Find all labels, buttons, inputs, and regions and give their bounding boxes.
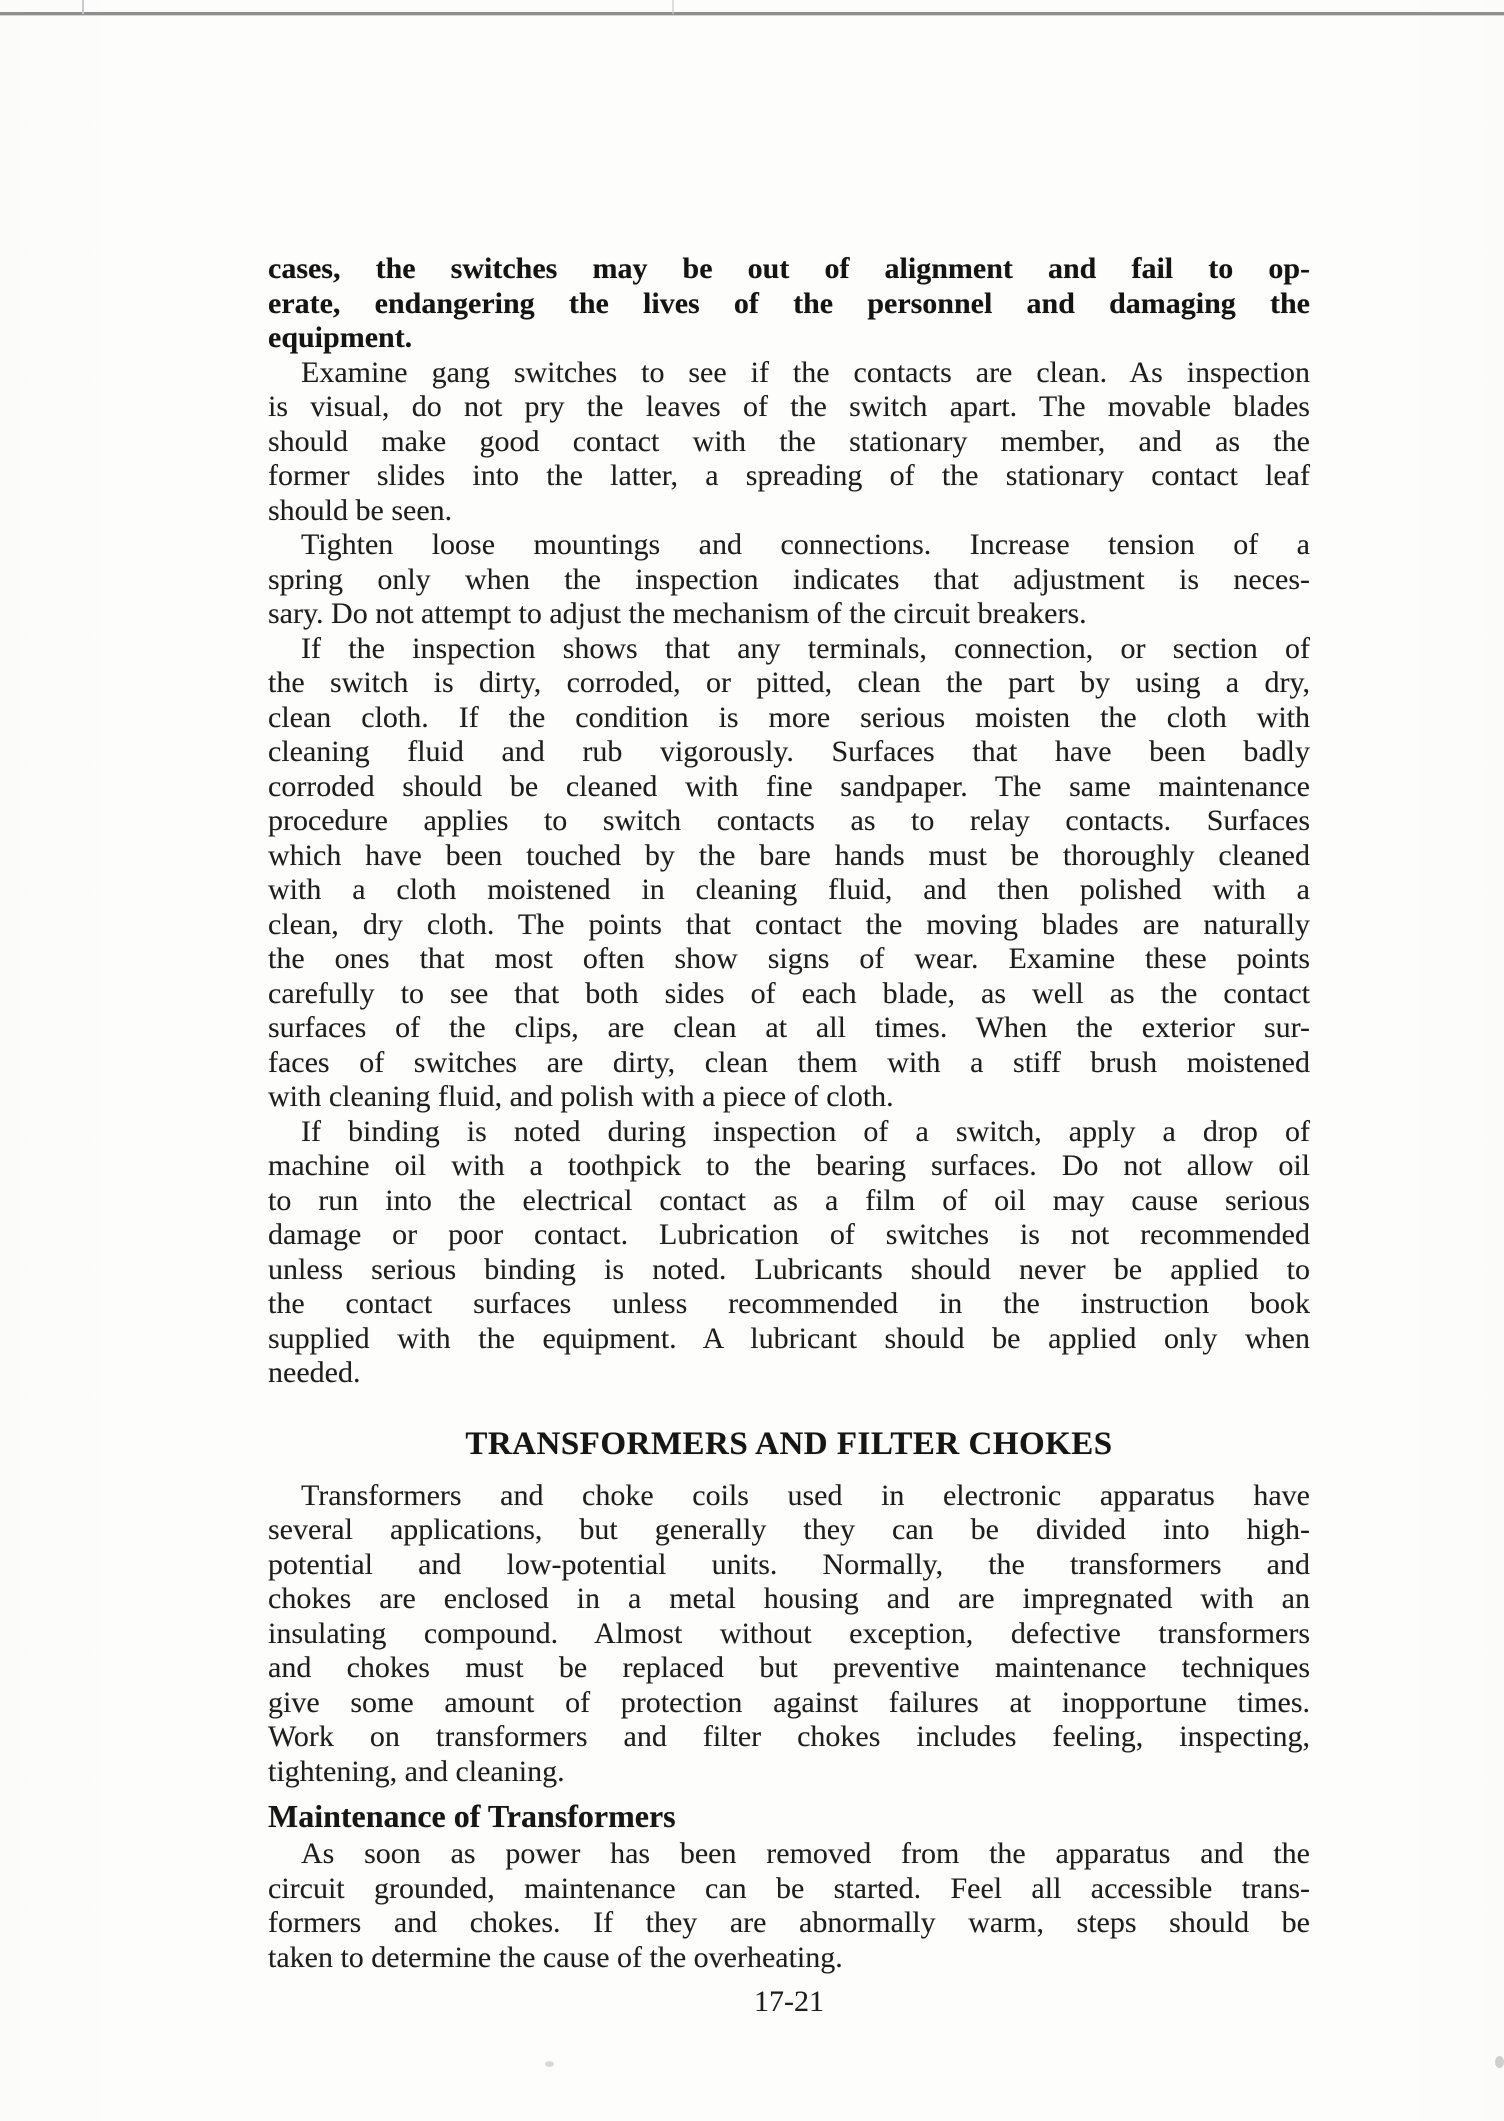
page-text-block (268, 252, 1310, 1975)
text-line: should be seen. (268, 493, 453, 527)
paragraph (268, 252, 1310, 356)
subsection-heading: Maintenance of Transformers (268, 1798, 676, 1834)
text-line: surfaces of the clips, are clean at all times. When the exterior sur- (268, 1011, 1310, 1044)
scan-speck (1495, 2056, 1504, 2068)
paragraph (268, 1115, 1310, 1391)
text-line: carefully to see that both sides of each blade, as well as the contact (268, 976, 1310, 1010)
text-line: spring only when the inspection indicates that adjustment is neces- (268, 562, 1310, 596)
text-line: give some amount of protection against failures at inopportune times. (268, 1685, 1310, 1719)
text-line: taken to determine the cause of the overheating. (268, 1940, 843, 1974)
text-line: to run into the electrical contact as a film of oil may cause serious (268, 1183, 1310, 1217)
text-line: Work on transformers and filter chokes includes feeling, inspecting, (268, 1720, 1310, 1753)
paragraph (268, 356, 1310, 529)
scan-artifact (672, 0, 674, 14)
text-line: cleaning fluid and rub vigorously. Surfaces that have been badly (268, 735, 1310, 768)
text-line: supplied with the equipment. A lubricant should be applied only when (268, 1321, 1310, 1355)
text-line: corroded should be cleaned with fine sandpaper. The same maintenance (268, 769, 1310, 803)
paragraph (268, 632, 1310, 1115)
text-line: Transformers and choke coils used in electronic apparatus have (301, 1478, 1310, 1512)
text-line: the switch is dirty, corroded, or pitted, clean the part by using a dry, (268, 666, 1310, 699)
text-line: Examine gang switches to see if the contacts are clean. As inspection (301, 355, 1310, 389)
text-line: is visual, do not pry the leaves of the switch apart. The movable blades (268, 390, 1310, 423)
paragraph (268, 1837, 1310, 1975)
text-line: and chokes must be replaced but preventive maintenance techniques (268, 1651, 1310, 1684)
scan-speck (545, 2061, 554, 2067)
text-line: clean, dry cloth. The points that contact the moving blades are naturally (268, 907, 1310, 941)
text-line: As soon as power has been removed from the apparatus and the (301, 1837, 1310, 1870)
paragraph (268, 1479, 1310, 1790)
text-line: the ones that most often show signs of wear. Examine these points (268, 942, 1310, 975)
text-line: which have been touched by the bare hands must be thoroughly cleaned (268, 838, 1310, 872)
text-line: If the inspection shows that any terminals, connection, or section of (301, 631, 1310, 665)
text-line: potential and low-potential units. Normally, the transformers and (268, 1547, 1310, 1581)
text-line: machine oil with a toothpick to the bearing surfaces. Do not allow oil (268, 1149, 1310, 1182)
text-line: formers and chokes. If they are abnormally warm, steps should be (268, 1906, 1310, 1939)
text-line: chokes are enclosed in a metal housing and are impregnated with an (268, 1582, 1310, 1615)
text-line: procedure applies to switch contacts as to relay contacts. Surfaces (268, 804, 1310, 837)
paragraph (268, 528, 1310, 632)
text-line: equipment. (268, 321, 413, 354)
page-number: 17-21 (754, 1985, 824, 2018)
text-line: should make good contact with the stationary member, and as the (268, 424, 1310, 458)
text-line: the contact surfaces unless recommended in the instruction book (268, 1287, 1310, 1320)
text-line: tightening, and cleaning. (268, 1754, 565, 1788)
text-line: sary. Do not attempt to adjust the mechanism of the circuit breakers. (268, 597, 1087, 630)
text-line: insulating compound. Almost without exception, defective transformers (268, 1616, 1310, 1650)
text-line: with cleaning fluid, and polish with a piece of cloth. (268, 1080, 894, 1113)
text-line: damage or poor contact. Lubrication of switches is not recommended (268, 1218, 1310, 1251)
text-line: circuit grounded, maintenance can be started. Feel all accessible trans- (268, 1871, 1310, 1905)
scan-artifact (82, 0, 84, 14)
text-line: faces of switches are dirty, clean them with a stiff brush moistened (268, 1045, 1310, 1079)
text-line: erate, endangering the lives of the personnel and damaging the (268, 286, 1310, 320)
text-line: clean cloth. If the condition is more serious moisten the cloth with (268, 700, 1310, 734)
text-line: cases, the switches may be out of alignment and fail to op- (268, 252, 1310, 285)
text-line: unless serious binding is noted. Lubricants should never be applied to (268, 1252, 1310, 1286)
text-line: Tighten loose mountings and connections. Increase tension of a (301, 528, 1310, 561)
text-line: If binding is noted during inspection of a switch, apply a drop of (301, 1114, 1310, 1148)
text-line: with a cloth moistened in cleaning fluid, and then polished with a (268, 873, 1310, 906)
section-heading: TRANSFORMERS AND FILTER CHOKES (465, 1425, 1113, 1462)
text-line: needed. (268, 1356, 361, 1389)
scan-top-rule (0, 12, 1504, 15)
text-line: several applications, but generally they can be divided into high- (268, 1513, 1310, 1546)
text-line: former slides into the latter, a spreading of the stationary contact leaf (268, 459, 1310, 492)
